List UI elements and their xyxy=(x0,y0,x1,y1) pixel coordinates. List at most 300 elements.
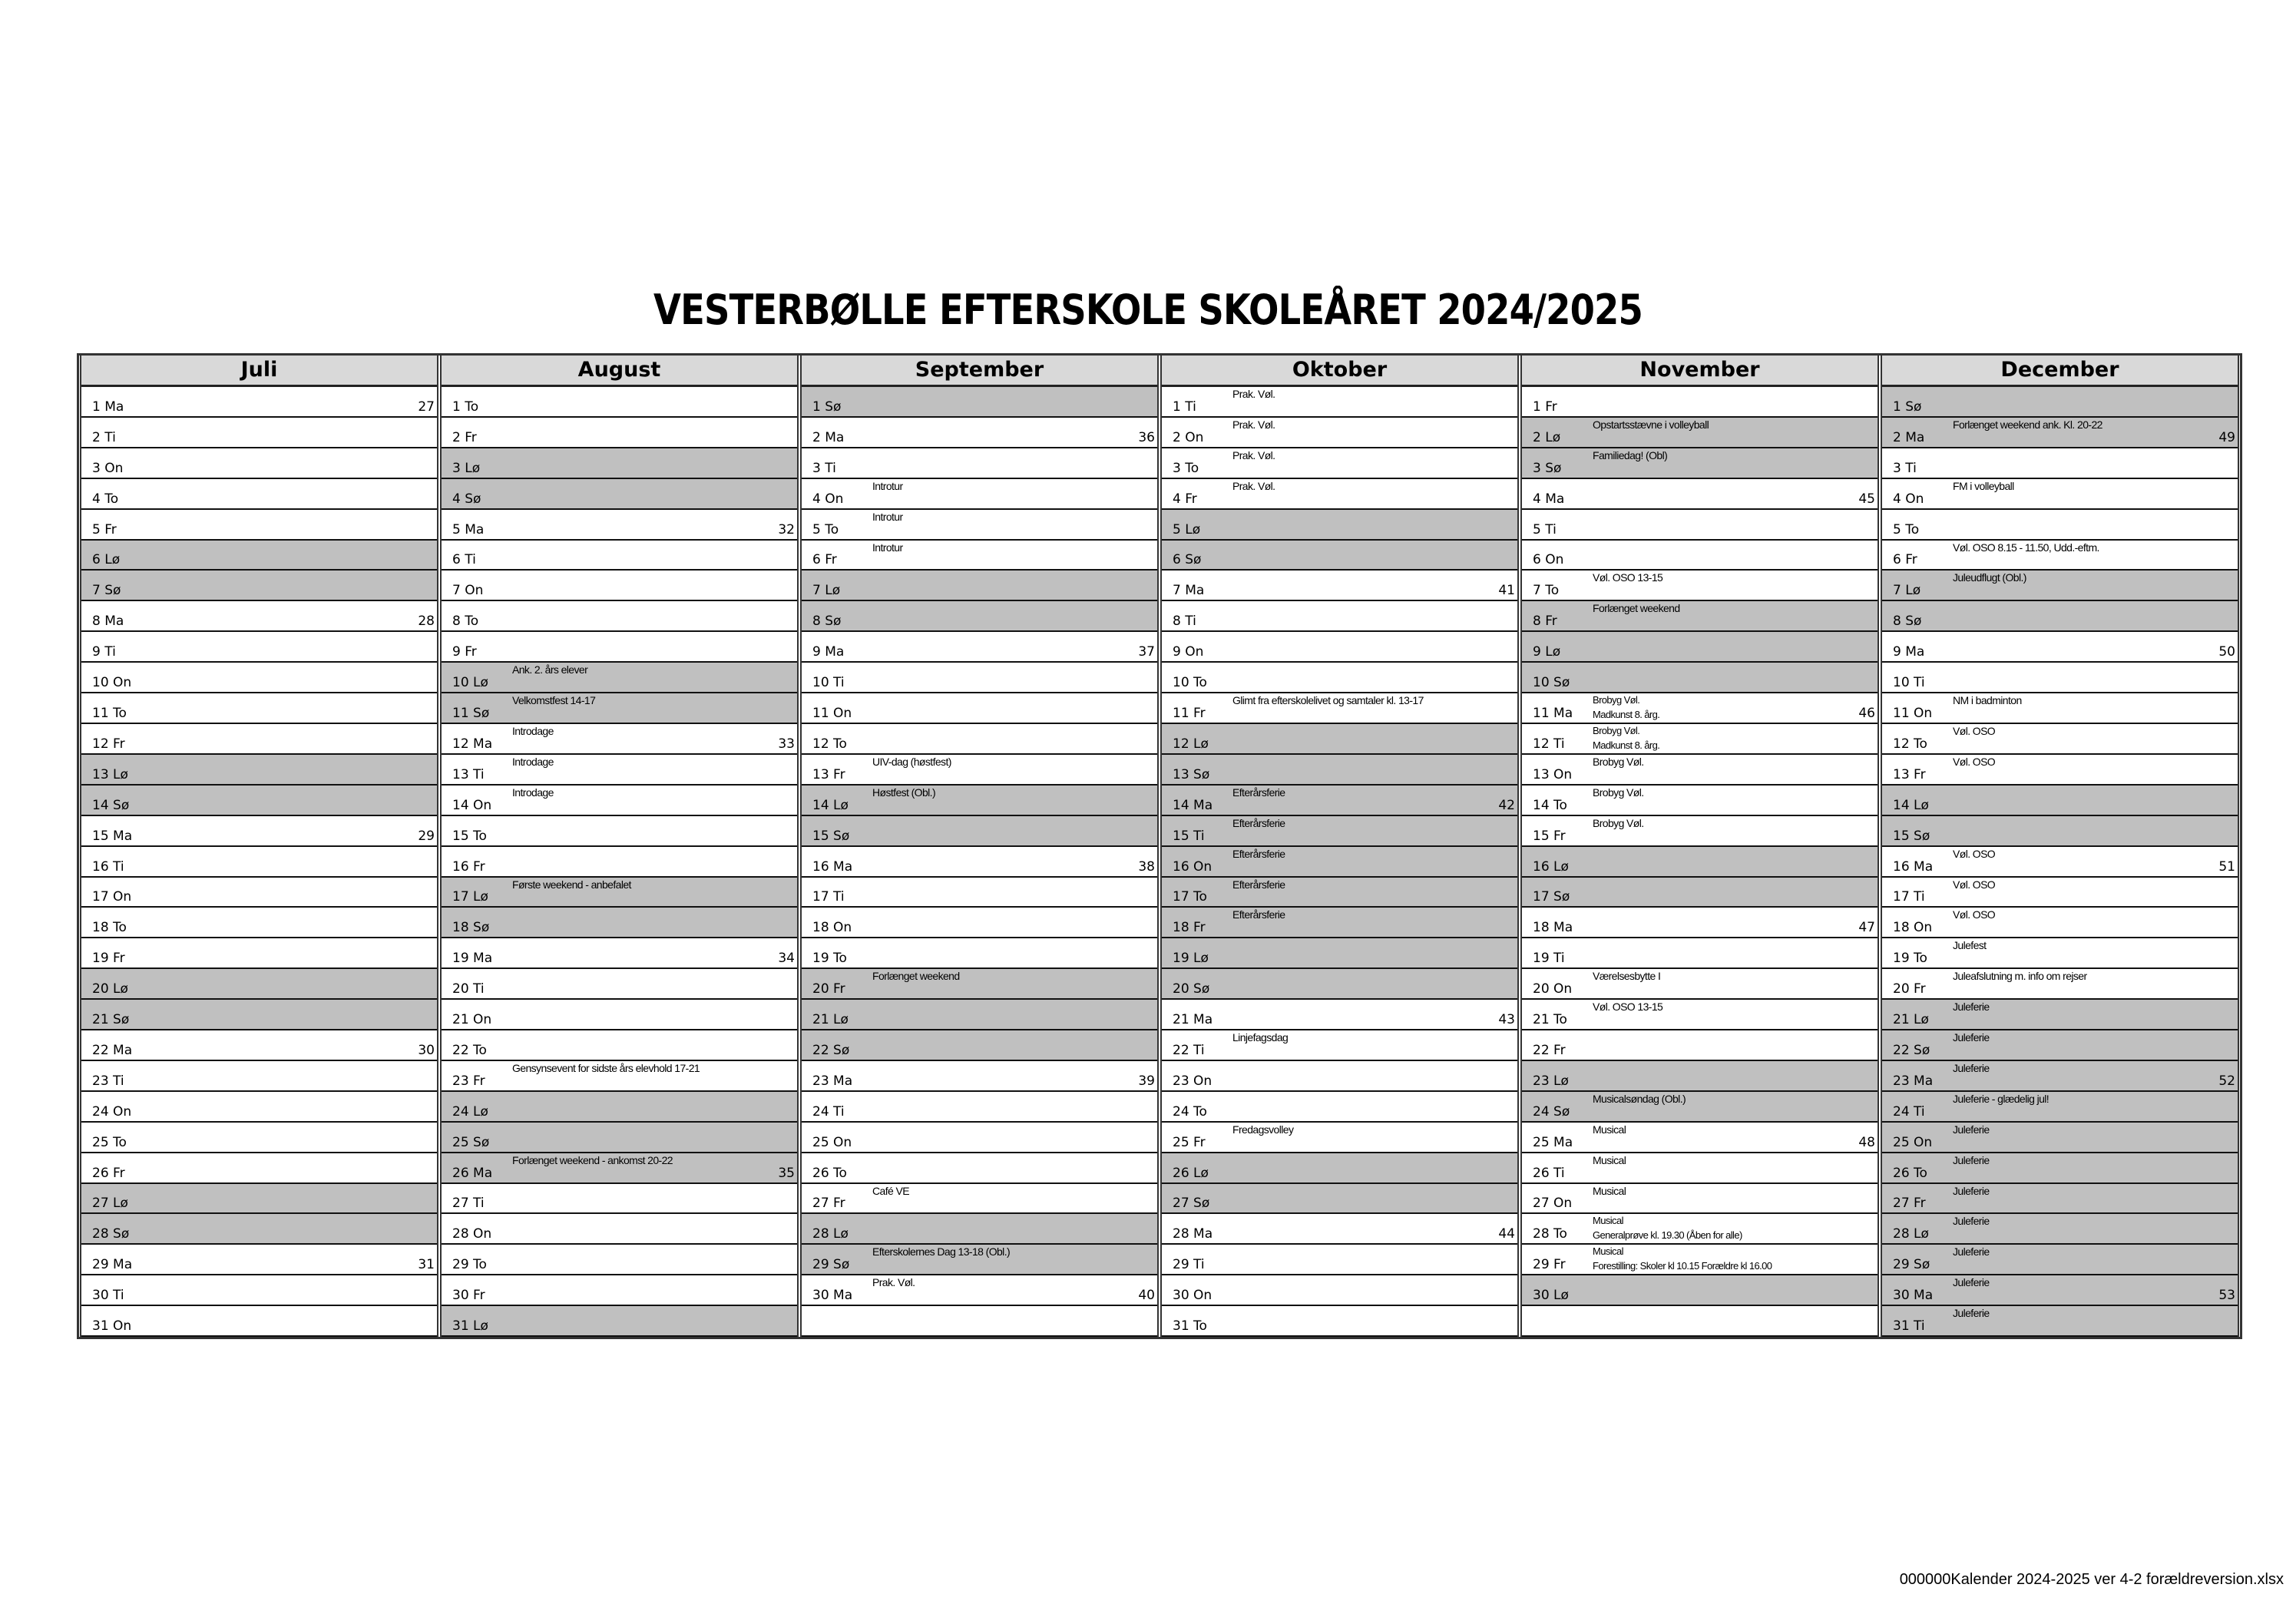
event-line: Vøl. OSO xyxy=(1953,908,1996,921)
day-row[interactable] xyxy=(1162,693,1517,724)
day-row[interactable] xyxy=(802,1092,1157,1123)
day-row[interactable] xyxy=(1162,1153,1517,1184)
week-number: 39 xyxy=(1138,1073,1155,1089)
day-row[interactable] xyxy=(1882,1092,2238,1123)
day-row[interactable] xyxy=(1522,663,1877,693)
event-line: Musical xyxy=(1593,1245,1623,1258)
day-row[interactable] xyxy=(1162,663,1517,693)
day-row[interactable] xyxy=(1522,601,1877,632)
day-row[interactable] xyxy=(802,847,1157,878)
day-label: 11 Sø xyxy=(452,705,490,721)
day-label: 11 Fr xyxy=(1173,705,1206,721)
event-line: Værelsesbytte I xyxy=(1593,970,1661,983)
day-row[interactable] xyxy=(1882,1184,2238,1215)
day-row[interactable] xyxy=(81,448,437,479)
day-label: 5 To xyxy=(812,521,839,537)
day-row[interactable] xyxy=(442,1275,797,1306)
day-row[interactable] xyxy=(802,510,1157,541)
day-row[interactable] xyxy=(1162,878,1517,908)
day-row[interactable] xyxy=(802,1061,1157,1092)
day-row[interactable] xyxy=(81,418,437,448)
day-label: 13 On xyxy=(1533,766,1573,782)
day-row[interactable] xyxy=(802,693,1157,724)
day-row[interactable] xyxy=(802,601,1157,632)
event-line: Familiedag! (Obl) xyxy=(1593,448,1668,461)
event-line: Efterskolernes Dag 13-18 (Obl.) xyxy=(872,1245,1011,1259)
day-row[interactable] xyxy=(81,1245,437,1275)
day-row[interactable] xyxy=(1882,541,2238,571)
day-row[interactable] xyxy=(1882,816,2238,847)
event-line: Første weekend - anbefalet xyxy=(512,878,631,891)
day-row[interactable] xyxy=(442,1306,797,1337)
event-text xyxy=(1593,571,1662,584)
day-label: 9 Ma xyxy=(812,644,845,660)
day-row[interactable] xyxy=(1162,1306,1517,1337)
day-row[interactable] xyxy=(1162,755,1517,786)
day-row[interactable] xyxy=(1522,571,1877,601)
event-text xyxy=(1232,878,1285,891)
week-number: 29 xyxy=(418,828,435,844)
day-row[interactable] xyxy=(1522,724,1877,755)
day-row[interactable] xyxy=(1162,1061,1517,1092)
day-row[interactable] xyxy=(1882,724,2238,755)
day-row[interactable] xyxy=(1522,448,1877,479)
day-row[interactable] xyxy=(802,1030,1157,1061)
day-label: 22 Sø xyxy=(1893,1042,1930,1058)
day-row[interactable] xyxy=(1162,632,1517,663)
day-row[interactable] xyxy=(1522,786,1877,816)
event-text xyxy=(1593,786,1644,799)
day-row[interactable] xyxy=(802,1214,1157,1245)
day-label: 30 Ma xyxy=(812,1288,853,1304)
day-label: 8 Sø xyxy=(812,614,842,630)
day-row[interactable] xyxy=(1882,1061,2238,1092)
day-label: 7 To xyxy=(1533,583,1560,599)
day-row[interactable] xyxy=(442,448,797,479)
day-label: 2 Ma xyxy=(812,429,845,445)
day-row[interactable] xyxy=(81,847,437,878)
day-row[interactable] xyxy=(1522,541,1877,571)
day-row[interactable] xyxy=(1162,571,1517,601)
event-text xyxy=(1953,908,1995,921)
day-row[interactable] xyxy=(1882,632,2238,663)
day-row[interactable] xyxy=(442,755,797,786)
event-text xyxy=(512,1062,700,1075)
day-label: 18 To xyxy=(92,920,127,936)
event-line: Musicalsøndag (Obl.) xyxy=(1593,1092,1686,1105)
event-line: Vøl. OSO xyxy=(1953,878,1996,891)
day-label: 25 On xyxy=(1893,1134,1933,1150)
day-row[interactable] xyxy=(1882,1123,2238,1153)
day-row[interactable] xyxy=(81,601,437,632)
event-line: Introdage xyxy=(512,786,554,799)
event-text xyxy=(872,480,903,493)
day-row[interactable] xyxy=(442,632,797,663)
day-label: 11 To xyxy=(92,705,127,721)
day-row[interactable] xyxy=(1162,510,1517,541)
event-text xyxy=(1953,939,1986,952)
day-row[interactable] xyxy=(81,908,437,938)
day-row[interactable] xyxy=(802,418,1157,448)
day-row[interactable] xyxy=(1882,1275,2238,1306)
day-row[interactable] xyxy=(1522,1092,1877,1123)
day-label: 11 On xyxy=(1893,705,1933,721)
day-label: 21 Ma xyxy=(1173,1012,1213,1028)
week-number: 42 xyxy=(1498,797,1515,813)
day-row[interactable] xyxy=(802,663,1157,693)
day-label: 7 Ma xyxy=(1173,583,1205,599)
day-row[interactable] xyxy=(1522,479,1877,510)
day-row[interactable] xyxy=(81,1184,437,1215)
day-label: 18 On xyxy=(812,920,852,936)
day-row[interactable] xyxy=(442,663,797,693)
day-row[interactable] xyxy=(81,387,437,418)
day-row[interactable] xyxy=(442,816,797,847)
day-row[interactable] xyxy=(442,1000,797,1030)
day-row[interactable] xyxy=(1882,571,2238,601)
day-row[interactable] xyxy=(442,1153,797,1184)
day-row[interactable] xyxy=(802,938,1157,969)
day-row[interactable] xyxy=(1162,908,1517,938)
day-row[interactable] xyxy=(1162,418,1517,448)
day-row[interactable] xyxy=(1882,908,2238,938)
day-row[interactable] xyxy=(802,1000,1157,1030)
day-label: 5 Fr xyxy=(92,521,117,537)
day-row[interactable] xyxy=(81,755,437,786)
day-row[interactable] xyxy=(81,632,437,663)
day-row[interactable] xyxy=(1162,448,1517,479)
day-row[interactable] xyxy=(1162,1000,1517,1030)
day-row[interactable] xyxy=(1162,969,1517,1000)
day-label: 8 Ma xyxy=(92,614,124,630)
day-row[interactable] xyxy=(81,693,437,724)
day-row[interactable] xyxy=(802,878,1157,908)
day-row[interactable] xyxy=(1522,1123,1877,1153)
day-row[interactable] xyxy=(802,755,1157,786)
day-row[interactable] xyxy=(1522,693,1877,724)
day-row[interactable] xyxy=(442,724,797,755)
day-row[interactable] xyxy=(1522,418,1877,448)
day-row[interactable] xyxy=(1522,510,1877,541)
week-number: 53 xyxy=(2218,1288,2235,1304)
event-text xyxy=(872,756,951,769)
event-line: Prak. Vøl. xyxy=(872,1276,915,1289)
day-row[interactable] xyxy=(1162,1214,1517,1245)
day-label: 28 Sø xyxy=(92,1226,130,1242)
event-text xyxy=(872,511,903,524)
day-row[interactable] xyxy=(81,1275,437,1306)
event-line: Forestilling: Skoler kl 10.15 Forældre kl 16.00 xyxy=(1593,1260,1772,1272)
day-label: 9 Ma xyxy=(1893,644,1925,660)
day-row[interactable] xyxy=(802,786,1157,816)
day-label: 10 Lø xyxy=(452,675,488,691)
day-label: 15 Ti xyxy=(1173,828,1205,844)
day-label: 4 Sø xyxy=(452,491,481,507)
day-row[interactable] xyxy=(802,632,1157,663)
day-row[interactable] xyxy=(1882,786,2238,816)
day-row[interactable] xyxy=(802,1123,1157,1153)
day-label: 27 On xyxy=(1533,1196,1573,1212)
day-label: 28 On xyxy=(452,1226,492,1242)
calendar-grid xyxy=(77,353,2242,1339)
event-line: Vøl. OSO 8.15 - 11.50, Udd.-eftm. xyxy=(1953,541,2099,554)
day-row[interactable] xyxy=(802,1245,1157,1275)
day-row[interactable] xyxy=(1882,1214,2238,1245)
day-row[interactable] xyxy=(81,479,437,510)
day-label: 24 Ti xyxy=(1893,1103,1925,1120)
day-row[interactable] xyxy=(1162,1184,1517,1215)
event-text xyxy=(1232,908,1285,921)
day-label: 3 Ti xyxy=(812,460,836,476)
day-label: 15 Ma xyxy=(92,828,133,844)
day-row[interactable] xyxy=(442,786,797,816)
day-row[interactable] xyxy=(1882,601,2238,632)
day-label: 19 Ti xyxy=(1533,951,1565,967)
day-row[interactable] xyxy=(1522,755,1877,786)
event-text xyxy=(872,970,960,983)
day-label: 4 On xyxy=(1893,491,1924,507)
day-label: 25 Sø xyxy=(452,1134,490,1150)
day-row[interactable] xyxy=(1162,938,1517,969)
event-text xyxy=(1953,1062,1990,1075)
day-row[interactable] xyxy=(442,387,797,418)
day-row[interactable] xyxy=(81,1306,437,1337)
day-row[interactable] xyxy=(1882,387,2238,418)
day-label: 13 Fr xyxy=(812,766,845,782)
day-row[interactable] xyxy=(802,479,1157,510)
day-row[interactable] xyxy=(802,448,1157,479)
event-line: FM i volleyball xyxy=(1953,479,2014,492)
day-row[interactable] xyxy=(1162,847,1517,878)
day-row[interactable] xyxy=(1882,969,2238,1000)
day-row[interactable] xyxy=(442,541,797,571)
day-row[interactable] xyxy=(1882,1000,2238,1030)
day-label: 19 Fr xyxy=(92,951,125,967)
day-row[interactable] xyxy=(802,969,1157,1000)
day-row[interactable] xyxy=(1522,1306,1877,1337)
week-number: 46 xyxy=(1858,705,1875,721)
day-row[interactable] xyxy=(1522,847,1877,878)
event-line: Efterårsferie xyxy=(1232,908,1285,921)
event-text xyxy=(1953,1307,1990,1320)
day-row[interactable] xyxy=(442,1123,797,1153)
day-row[interactable] xyxy=(1882,693,2238,724)
month-column-oktober xyxy=(1160,356,1519,1337)
day-row[interactable] xyxy=(802,908,1157,938)
day-row[interactable] xyxy=(442,1184,797,1215)
day-row[interactable] xyxy=(1522,632,1877,663)
day-row[interactable] xyxy=(1882,1306,2238,1337)
day-row[interactable] xyxy=(81,663,437,693)
day-row[interactable] xyxy=(81,1153,437,1184)
day-row[interactable] xyxy=(442,693,797,724)
event-text xyxy=(1953,571,2026,584)
day-row[interactable] xyxy=(802,387,1157,418)
day-row[interactable] xyxy=(1522,1061,1877,1092)
week-number: 38 xyxy=(1138,858,1155,875)
day-row[interactable] xyxy=(1522,1000,1877,1030)
day-row[interactable] xyxy=(802,816,1157,847)
day-label: 23 On xyxy=(1173,1073,1213,1089)
day-row[interactable] xyxy=(1162,541,1517,571)
day-row[interactable] xyxy=(1522,1184,1877,1215)
day-row[interactable] xyxy=(1882,510,2238,541)
day-row[interactable] xyxy=(81,1061,437,1092)
day-row[interactable] xyxy=(1162,601,1517,632)
day-row[interactable] xyxy=(1162,1275,1517,1306)
day-row[interactable] xyxy=(442,878,797,908)
day-label: 16 Fr xyxy=(452,858,485,875)
day-row[interactable] xyxy=(442,571,797,601)
day-row[interactable] xyxy=(1522,1153,1877,1184)
day-row[interactable] xyxy=(1162,479,1517,510)
day-row[interactable] xyxy=(802,571,1157,601)
event-text xyxy=(512,878,631,891)
event-text xyxy=(1953,418,2102,432)
day-row[interactable] xyxy=(442,1061,797,1092)
day-row[interactable] xyxy=(1882,448,2238,479)
day-label: 14 Lø xyxy=(1893,797,1929,813)
day-row[interactable] xyxy=(81,510,437,541)
day-row[interactable] xyxy=(1522,1245,1877,1275)
day-row[interactable] xyxy=(1162,724,1517,755)
event-line: Gensynsevent for sidste års elevhold 17-21 xyxy=(512,1061,700,1074)
day-label: 29 Sø xyxy=(812,1257,850,1273)
event-text xyxy=(1232,388,1275,401)
day-label: 18 Sø xyxy=(452,920,490,936)
day-row[interactable] xyxy=(442,1092,797,1123)
day-row[interactable] xyxy=(1162,1245,1517,1275)
day-row[interactable] xyxy=(1882,418,2238,448)
day-row[interactable] xyxy=(81,571,437,601)
day-row[interactable] xyxy=(802,724,1157,755)
week-number: 30 xyxy=(418,1042,435,1058)
event-text xyxy=(1593,817,1644,830)
day-row[interactable] xyxy=(1162,1092,1517,1123)
day-row[interactable] xyxy=(1882,1153,2238,1184)
day-row[interactable] xyxy=(442,969,797,1000)
day-row[interactable] xyxy=(1522,878,1877,908)
day-label: 6 Lø xyxy=(92,552,121,568)
day-row[interactable] xyxy=(442,847,797,878)
day-row[interactable] xyxy=(1522,1030,1877,1061)
day-label: 22 Ma xyxy=(92,1042,133,1058)
event-line: Efterårsferie xyxy=(1232,847,1285,860)
day-label: 26 Ma xyxy=(452,1165,493,1181)
day-row[interactable] xyxy=(442,938,797,969)
day-label: 18 Ma xyxy=(1533,920,1573,936)
day-row[interactable] xyxy=(802,1306,1157,1337)
day-row[interactable] xyxy=(81,1123,437,1153)
event-text xyxy=(1593,723,1659,752)
day-row[interactable] xyxy=(1522,387,1877,418)
day-label: 29 Ti xyxy=(1173,1257,1205,1273)
day-row[interactable] xyxy=(1882,938,2238,969)
day-row[interactable] xyxy=(442,601,797,632)
month-header: Juli xyxy=(81,356,437,387)
day-row[interactable] xyxy=(1522,1275,1877,1306)
day-label: 10 Sø xyxy=(1533,675,1570,691)
day-row[interactable] xyxy=(81,969,437,1000)
day-row[interactable] xyxy=(1522,1214,1877,1245)
event-text xyxy=(1593,1001,1662,1014)
day-row[interactable] xyxy=(1162,387,1517,418)
month-header: August xyxy=(442,356,797,387)
day-row[interactable] xyxy=(1882,755,2238,786)
day-row[interactable] xyxy=(442,908,797,938)
day-row[interactable] xyxy=(1162,1123,1517,1153)
day-row[interactable] xyxy=(1522,938,1877,969)
week-number: 31 xyxy=(418,1257,435,1273)
day-label: 20 Ti xyxy=(452,981,485,997)
day-row[interactable] xyxy=(442,1214,797,1245)
day-row[interactable] xyxy=(81,1000,437,1030)
day-row[interactable] xyxy=(81,938,437,969)
day-label: 8 To xyxy=(452,614,479,630)
week-number: 28 xyxy=(418,614,435,630)
day-label: 12 Ma xyxy=(452,736,493,752)
day-label: 22 Fr xyxy=(1533,1042,1566,1058)
event-text xyxy=(1593,418,1709,432)
event-text xyxy=(1593,1093,1686,1106)
event-line: Juleudflugt (Obl.) xyxy=(1953,571,2026,584)
day-row[interactable] xyxy=(81,1030,437,1061)
day-row[interactable] xyxy=(81,1092,437,1123)
day-row[interactable] xyxy=(442,418,797,448)
day-row[interactable] xyxy=(802,1275,1157,1306)
day-row[interactable] xyxy=(1882,1030,2238,1061)
day-row[interactable] xyxy=(442,1245,797,1275)
day-row[interactable] xyxy=(1882,1245,2238,1275)
day-row[interactable] xyxy=(81,541,437,571)
day-row[interactable] xyxy=(1522,816,1877,847)
day-row[interactable] xyxy=(81,1214,437,1245)
day-row[interactable] xyxy=(802,1184,1157,1215)
day-row[interactable] xyxy=(1162,816,1517,847)
day-row[interactable] xyxy=(802,1153,1157,1184)
day-label: 3 Lø xyxy=(452,460,481,476)
week-number: 27 xyxy=(418,399,435,415)
event-text xyxy=(1953,480,2014,493)
day-row[interactable] xyxy=(1882,847,2238,878)
day-row[interactable] xyxy=(1162,786,1517,816)
event-line: Musical xyxy=(1593,1215,1623,1227)
day-label: 16 Ma xyxy=(1893,858,1934,875)
event-text xyxy=(872,541,903,554)
day-row[interactable] xyxy=(442,1030,797,1061)
event-line: Opstartsstævne i volleyball xyxy=(1593,418,1709,431)
day-row[interactable] xyxy=(1162,1030,1517,1061)
day-label: 9 Fr xyxy=(452,644,477,660)
day-row[interactable] xyxy=(1522,969,1877,1000)
day-row[interactable] xyxy=(81,786,437,816)
day-label: 18 On xyxy=(1893,920,1933,936)
day-row[interactable] xyxy=(1882,878,2238,908)
day-row[interactable] xyxy=(81,816,437,847)
day-label: 27 Fr xyxy=(812,1196,845,1212)
day-row[interactable] xyxy=(442,510,797,541)
day-row[interactable] xyxy=(1522,908,1877,938)
day-row[interactable] xyxy=(442,479,797,510)
day-row[interactable] xyxy=(81,724,437,755)
day-row[interactable] xyxy=(81,878,437,908)
day-row[interactable] xyxy=(1882,663,2238,693)
day-label: 24 To xyxy=(1173,1103,1207,1120)
day-label: 21 Lø xyxy=(1893,1012,1929,1028)
day-row[interactable] xyxy=(802,541,1157,571)
day-label: 2 On xyxy=(1173,429,1204,445)
day-row[interactable] xyxy=(1882,479,2238,510)
